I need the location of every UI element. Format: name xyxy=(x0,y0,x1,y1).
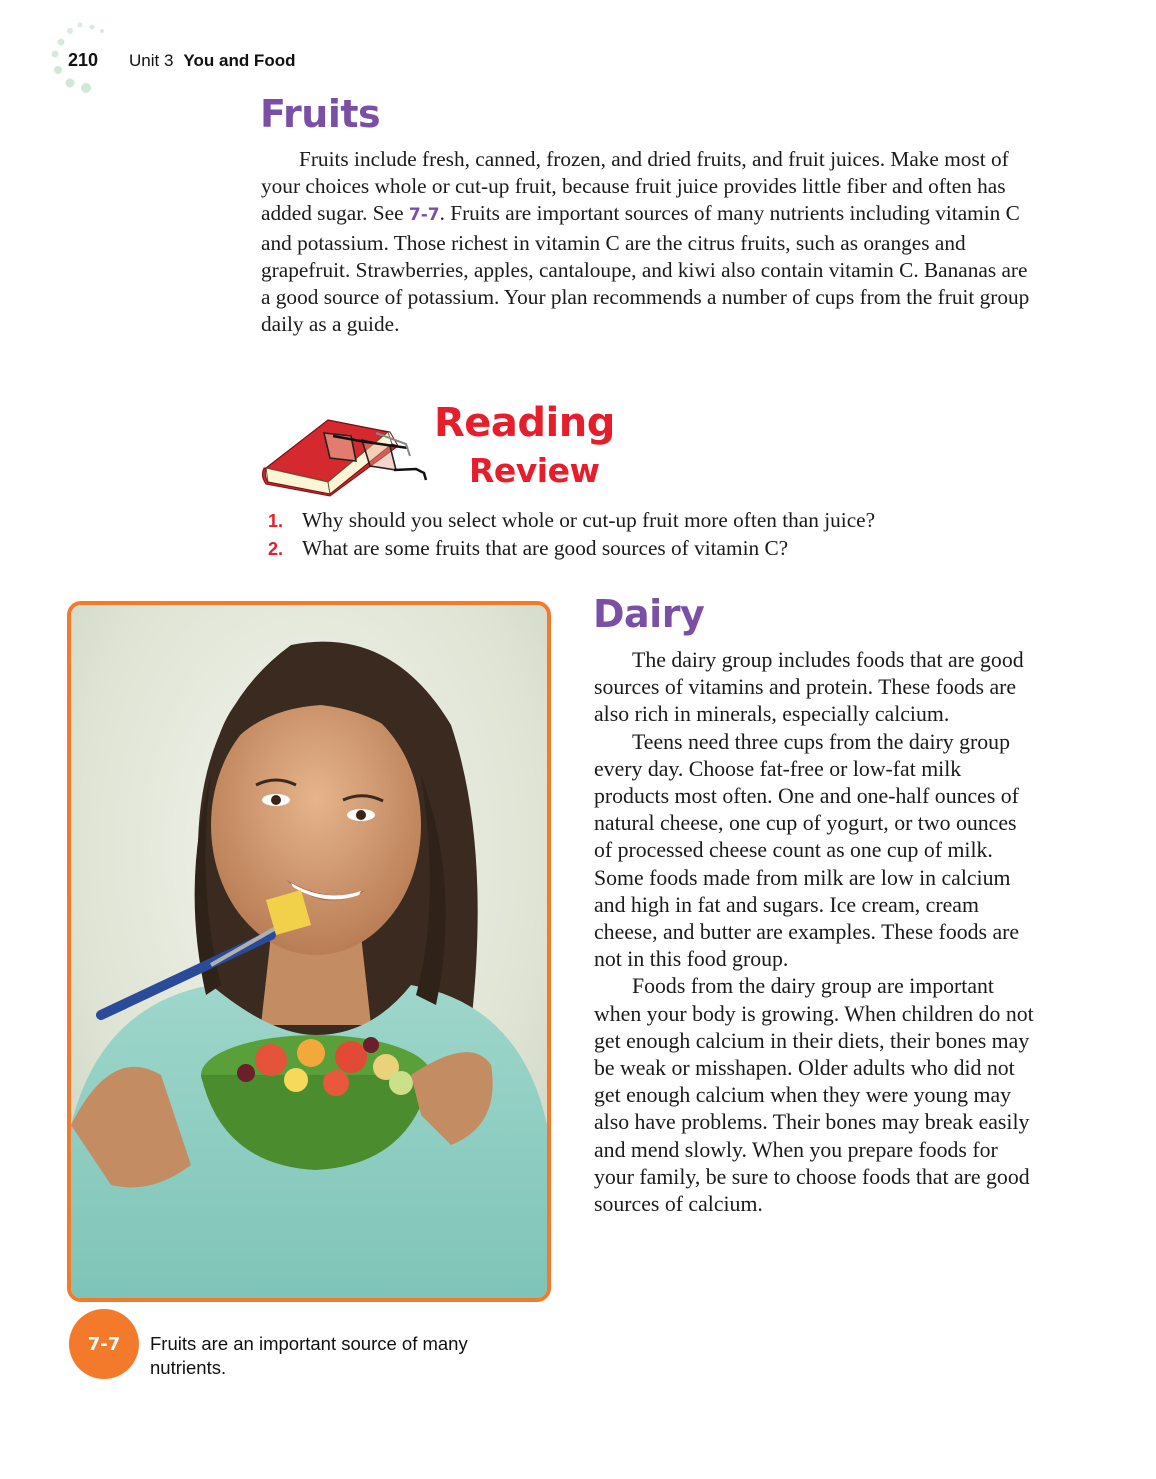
question-text: Why should you select whole or cut-up fruit more often than juice? xyxy=(302,508,876,532)
girl-with-fruit-bowl-image xyxy=(71,605,547,1298)
fruits-heading: Fruits xyxy=(260,92,381,136)
dairy-paragraph: Foods from the dairy group are important when your body is growing. When children do not get enough calcium in their diets, their bones may be weak or misshapen. Older adults who did not get enough calcium when they were young may also have problems. Their bones may break easily and mend slowly. When you prepare foods for your family, be sure to choose foods that are good sources of calcium. xyxy=(594,974,1034,1217)
reading-review-subtitle: Review xyxy=(469,451,600,490)
review-question xyxy=(268,536,1028,564)
dairy-paragraph: Teens need three cups from the dairy group every day. Choose fat-free or low-fat milk products most often. One and one-half ounces of natural cheese, one cup of yogurt, or two ounces of processed cheese count as one cup of milk. Some foods made from milk are low in calcium and high in fat and sugars. Ice cream, cream cheese, and butter are examples. These foods are not in this food group. xyxy=(594,729,1020,972)
fruits-text-part-1: Fruits include fresh, canned, frozen, and dried fruits, and fruit juices. Make most of your choices whole or cut-up fruit, because fruit juice provides little fiber and often has added sugar. See xyxy=(261,147,1009,226)
fruits-text-part-2: . Fruits are important sources of many nutrients including vitamin C and potassium. Those richest in vitamin C are the citrus fruits, such as oranges and grapefruit. Strawberries, apples, cantaloupe, and kiwi also contain vitamin C. Bananas are a good source of potassium. Your plan recommends a number of cups from the fruit group daily as a guide. xyxy=(261,201,1030,337)
question-text: What are some fruits that are good sources of vitamin C? xyxy=(302,535,789,560)
dairy-body xyxy=(594,647,1034,1218)
review-questions-list xyxy=(268,508,1028,563)
figure-number-badge: 7-7 xyxy=(69,1309,139,1379)
fruits-paragraph xyxy=(261,146,1031,338)
figure-reference-link[interactable]: 7-7 xyxy=(408,205,440,226)
unit-label: Unit 3 xyxy=(129,51,174,70)
reading-review-title: Reading xyxy=(434,400,615,446)
figure-photo xyxy=(67,601,551,1302)
page-number: 210 xyxy=(68,50,99,70)
question-number: 2. xyxy=(268,538,284,559)
review-question xyxy=(268,508,1028,536)
dairy-heading: Dairy xyxy=(593,592,705,636)
unit-title: You and Food xyxy=(183,51,296,70)
question-number: 1. xyxy=(268,511,284,531)
book-with-glasses-icon xyxy=(258,406,428,498)
dairy-paragraph: The dairy group includes foods that are good sources of vitamins and protein. These foods are also rich in minerals, especially calcium. xyxy=(594,648,1024,727)
running-header xyxy=(129,51,295,71)
figure-caption: Fruits are an important source of many nutrients. xyxy=(150,1333,468,1378)
